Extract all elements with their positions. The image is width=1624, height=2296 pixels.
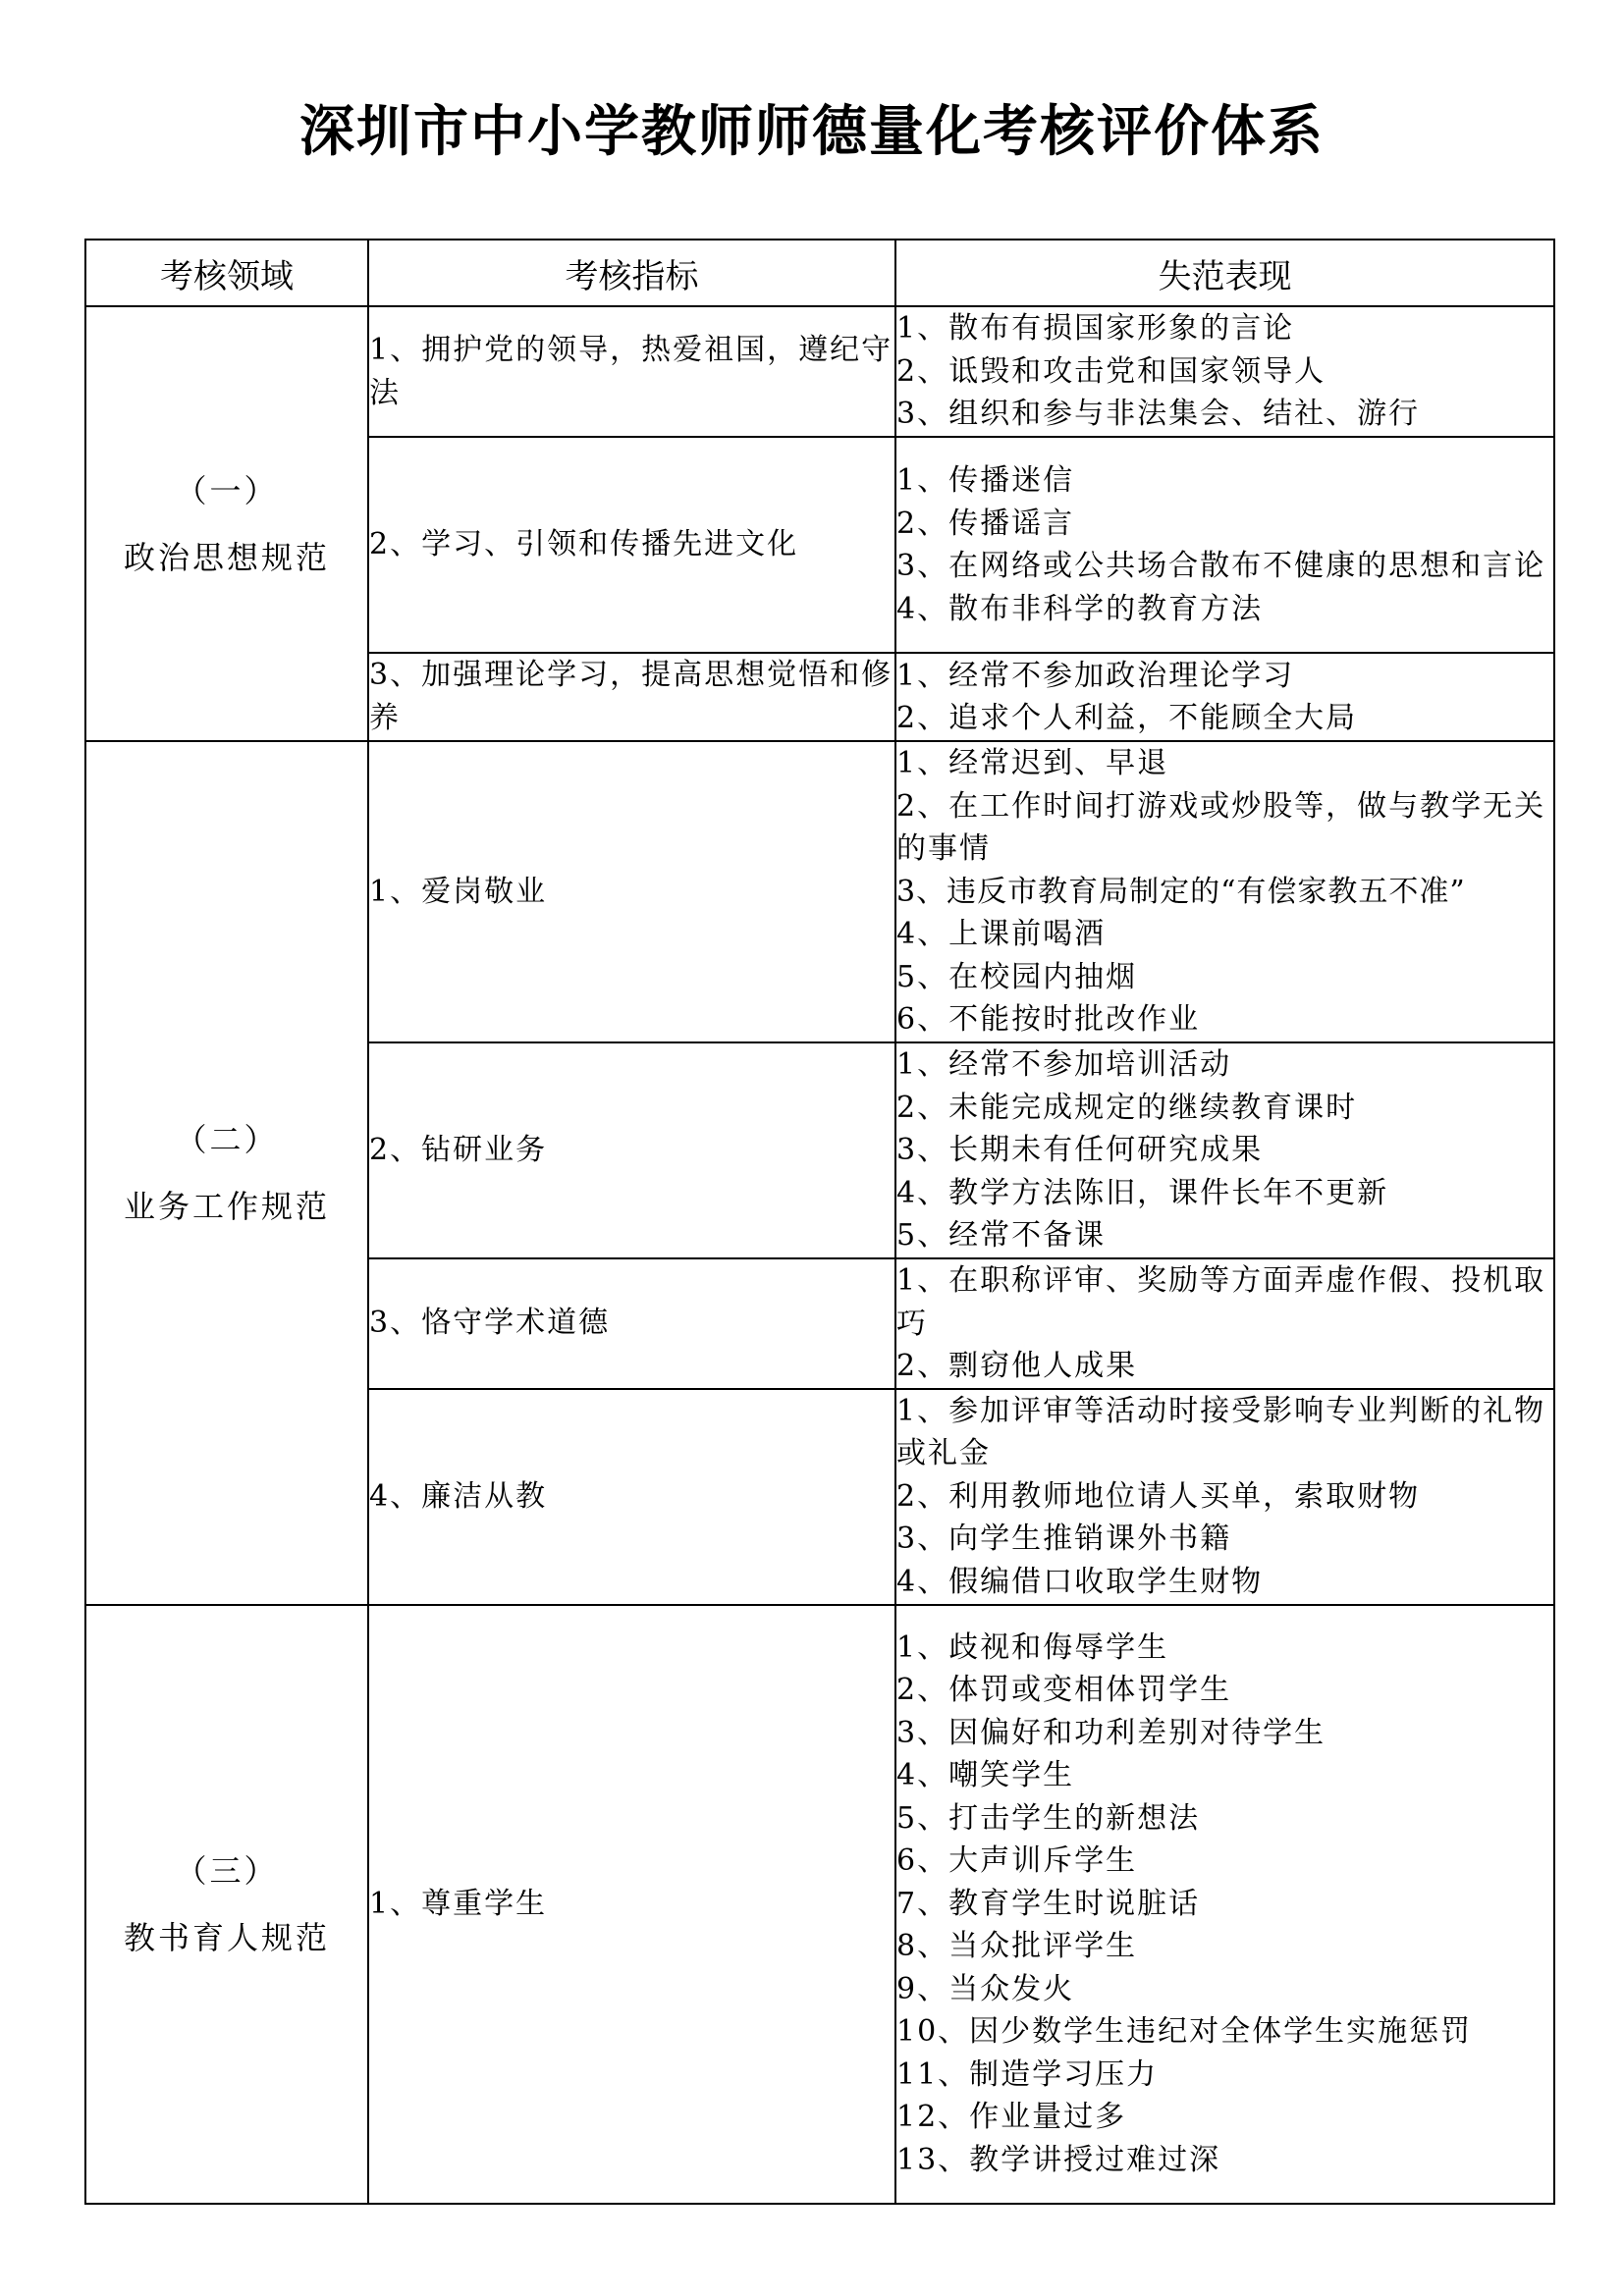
indicator-cell: 3、恪守学术道德 (368, 1258, 895, 1389)
conduct-list (896, 459, 1553, 630)
conduct-item: 3、向学生推销课外书籍 (896, 1522, 1232, 1557)
conduct-list (896, 307, 1553, 436)
conduct-cell (895, 741, 1554, 1042)
page-title: 深圳市中小学教师师德量化考核评价体系 (299, 100, 1325, 164)
conduct-item: 1、在职称评审、奖励等方面弄虚作假、投机取巧 (896, 1263, 1546, 1341)
conduct-list (896, 742, 1553, 1041)
conduct-item: 2、传播谣言 (896, 506, 1075, 541)
conduct-list (896, 1627, 1553, 2182)
conduct-item: 2、体罚或变相体罚学生 (896, 1673, 1232, 1708)
conduct-item: 9、当众发火 (896, 1971, 1075, 2006)
conduct-item: 4、假编借口收取学生财物 (896, 1564, 1264, 1599)
conduct-item: 13、教学讲授过难过深 (896, 2142, 1221, 2177)
domain-number: （三） (175, 1851, 279, 1890)
conduct-item: 5、打击学生的新想法 (896, 1800, 1201, 1836)
indicator-cell: 1、尊重学生 (368, 1605, 895, 2204)
conduct-item: 2、追求个人利益，不能顾全大局 (896, 701, 1358, 735)
conduct-cell (895, 1258, 1554, 1389)
domain-number: （二） (175, 1120, 279, 1158)
conduct-item: 4、散布非科学的教育方法 (896, 591, 1264, 626)
conduct-list (896, 1259, 1553, 1388)
conduct-item: 1、传播迷信 (896, 463, 1075, 498)
conduct-item: 4、上课前喝酒 (896, 917, 1107, 952)
conduct-item: 2、剽窃他人成果 (896, 1349, 1138, 1383)
conduct-item: 1、经常迟到、早退 (896, 746, 1169, 781)
header-row (85, 240, 1554, 306)
conduct-item: 6、不能按时批改作业 (896, 1002, 1201, 1038)
conduct-cell (895, 1389, 1554, 1605)
conduct-item: 8、当众批评学生 (896, 1929, 1138, 1964)
evaluation-table (84, 239, 1555, 2205)
table-row (85, 1605, 1554, 2204)
conduct-item: 1、经常不参加培训活动 (896, 1047, 1232, 1083)
indicator-cell: 2、钻研业务 (368, 1042, 895, 1258)
conduct-item: 2、诋毁和攻击党和国家领导人 (896, 353, 1326, 389)
header-conduct: 失范表现 (895, 240, 1554, 306)
conduct-item: 1、参加评审等活动时接受影响专业判断的礼物或礼金 (896, 1393, 1546, 1471)
domain-name: 政治思想规范 (123, 538, 330, 576)
conduct-item: 3、违反市教育局制定的“有偿家教五不准” (896, 874, 1466, 909)
conduct-item: 3、因偏好和功利差别对待学生 (896, 1715, 1326, 1750)
conduct-list (896, 655, 1553, 740)
conduct-item: 6、大声训斥学生 (896, 1843, 1138, 1879)
indicator-cell: 4、廉洁从教 (368, 1389, 895, 1605)
conduct-item: 11、制造学习压力 (896, 2056, 1159, 2092)
indicator-cell: 3、加强理论学习，提高思想觉悟和修养 (368, 653, 895, 741)
header-domain: 考核领域 (85, 240, 368, 306)
conduct-item: 3、组织和参与非法集会、结社、游行 (896, 397, 1421, 432)
conduct-item: 4、教学方法陈旧，课件长年不更新 (896, 1175, 1389, 1210)
conduct-item: 10、因少数学生违纪对全体学生实施惩罚 (896, 2014, 1473, 2050)
conduct-cell (895, 437, 1554, 653)
domain-name: 教书育人规范 (123, 1918, 330, 1956)
conduct-item: 2、利用教师地位请人买单，索取财物 (896, 1478, 1421, 1514)
conduct-item: 12、作业量过多 (896, 2100, 1127, 2135)
conduct-item: 7、教育学生时说脏话 (896, 1886, 1201, 1921)
domain-number: （一） (175, 471, 279, 509)
conduct-item: 1、歧视和侮辱学生 (896, 1629, 1169, 1665)
table-row (85, 741, 1554, 1042)
domain-cell-business (85, 741, 368, 1605)
domain-name: 业务工作规范 (123, 1187, 330, 1225)
conduct-item: 4、嘲笑学生 (896, 1758, 1075, 1793)
indicator-cell: 2、学习、引领和传播先进文化 (368, 437, 895, 653)
domain-cell-teaching (85, 1605, 368, 2204)
conduct-cell (895, 653, 1554, 741)
indicator-cell: 1、拥护党的领导，热爱祖国，遵纪守法 (368, 306, 895, 437)
conduct-item: 1、散布有损国家形象的言论 (896, 311, 1295, 347)
conduct-item: 2、未能完成规定的继续教育课时 (896, 1090, 1358, 1125)
header-indicator: 考核指标 (368, 240, 895, 306)
conduct-list (896, 1390, 1553, 1604)
domain-cell-political (85, 306, 368, 741)
conduct-item: 3、在网络或公共场合散布不健康的思想和言论 (896, 549, 1546, 583)
conduct-cell (895, 306, 1554, 437)
conduct-item: 2、在工作时间打游戏或炒股等，做与教学无关的事情 (896, 788, 1546, 867)
conduct-cell (895, 1605, 1554, 2204)
indicator-cell: 1、爱岗敬业 (368, 741, 895, 1042)
conduct-item: 5、经常不备课 (896, 1218, 1107, 1254)
conduct-item: 5、在校园内抽烟 (896, 959, 1138, 994)
conduct-item: 3、长期未有任何研究成果 (896, 1133, 1264, 1168)
table-row (85, 306, 1554, 437)
conduct-cell (895, 1042, 1554, 1258)
conduct-item: 1、经常不参加政治理论学习 (896, 658, 1295, 693)
conduct-list (896, 1043, 1553, 1257)
